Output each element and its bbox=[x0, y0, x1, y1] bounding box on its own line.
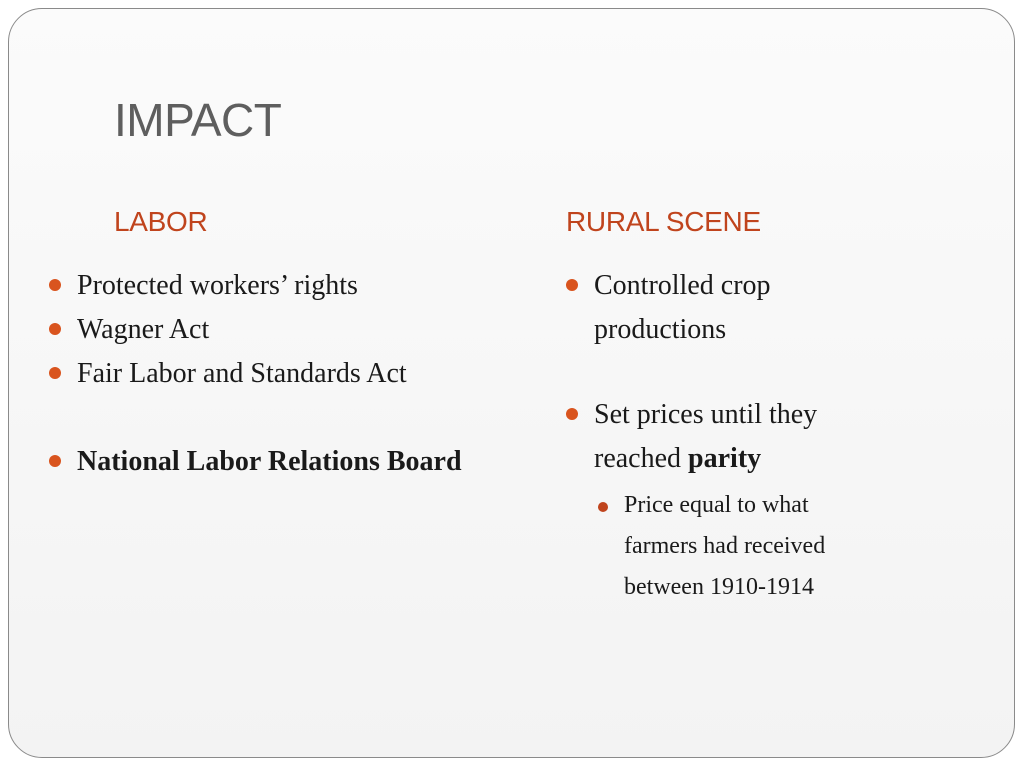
right-column-heading: RURAL SCENE bbox=[566, 206, 761, 237]
bullet-text: Fair Labor and Standards Act bbox=[77, 358, 407, 389]
slide bbox=[8, 8, 1015, 758]
bullet-text: Wagner Act bbox=[77, 314, 210, 345]
bullet-text: Controlled crop productions bbox=[594, 270, 771, 345]
bullet-dot-icon bbox=[49, 367, 61, 379]
sub-bullet-text: Price equal to what farmers had received between 1910-1914 bbox=[624, 492, 826, 600]
right-bullet-list bbox=[564, 264, 864, 608]
sub-bullet-dot-icon bbox=[598, 502, 608, 512]
bold-term: parity bbox=[688, 443, 762, 474]
bullet-text: National Labor Relations Board bbox=[77, 446, 462, 477]
bullet-item bbox=[47, 264, 477, 308]
bullet-item bbox=[47, 352, 477, 396]
bullet-dot-icon bbox=[49, 279, 61, 291]
bullet-dot-icon bbox=[49, 455, 61, 467]
bullet-item bbox=[564, 264, 864, 352]
bullet-text: Protected workers’ rights bbox=[77, 270, 358, 301]
bullet-dot-icon bbox=[566, 408, 578, 420]
left-bullet-list bbox=[47, 264, 477, 484]
slide-title: IMPACT bbox=[114, 94, 282, 146]
bullet-item bbox=[47, 308, 477, 352]
sub-bullet-item bbox=[564, 485, 864, 608]
bullet-item-bold bbox=[47, 440, 477, 484]
bullet-dot-icon bbox=[566, 279, 578, 291]
bullet-item bbox=[564, 393, 864, 481]
bullet-text: Set prices until they reached bbox=[594, 399, 818, 474]
bullet-dot-icon bbox=[49, 323, 61, 335]
left-column-heading: LABOR bbox=[114, 206, 208, 237]
